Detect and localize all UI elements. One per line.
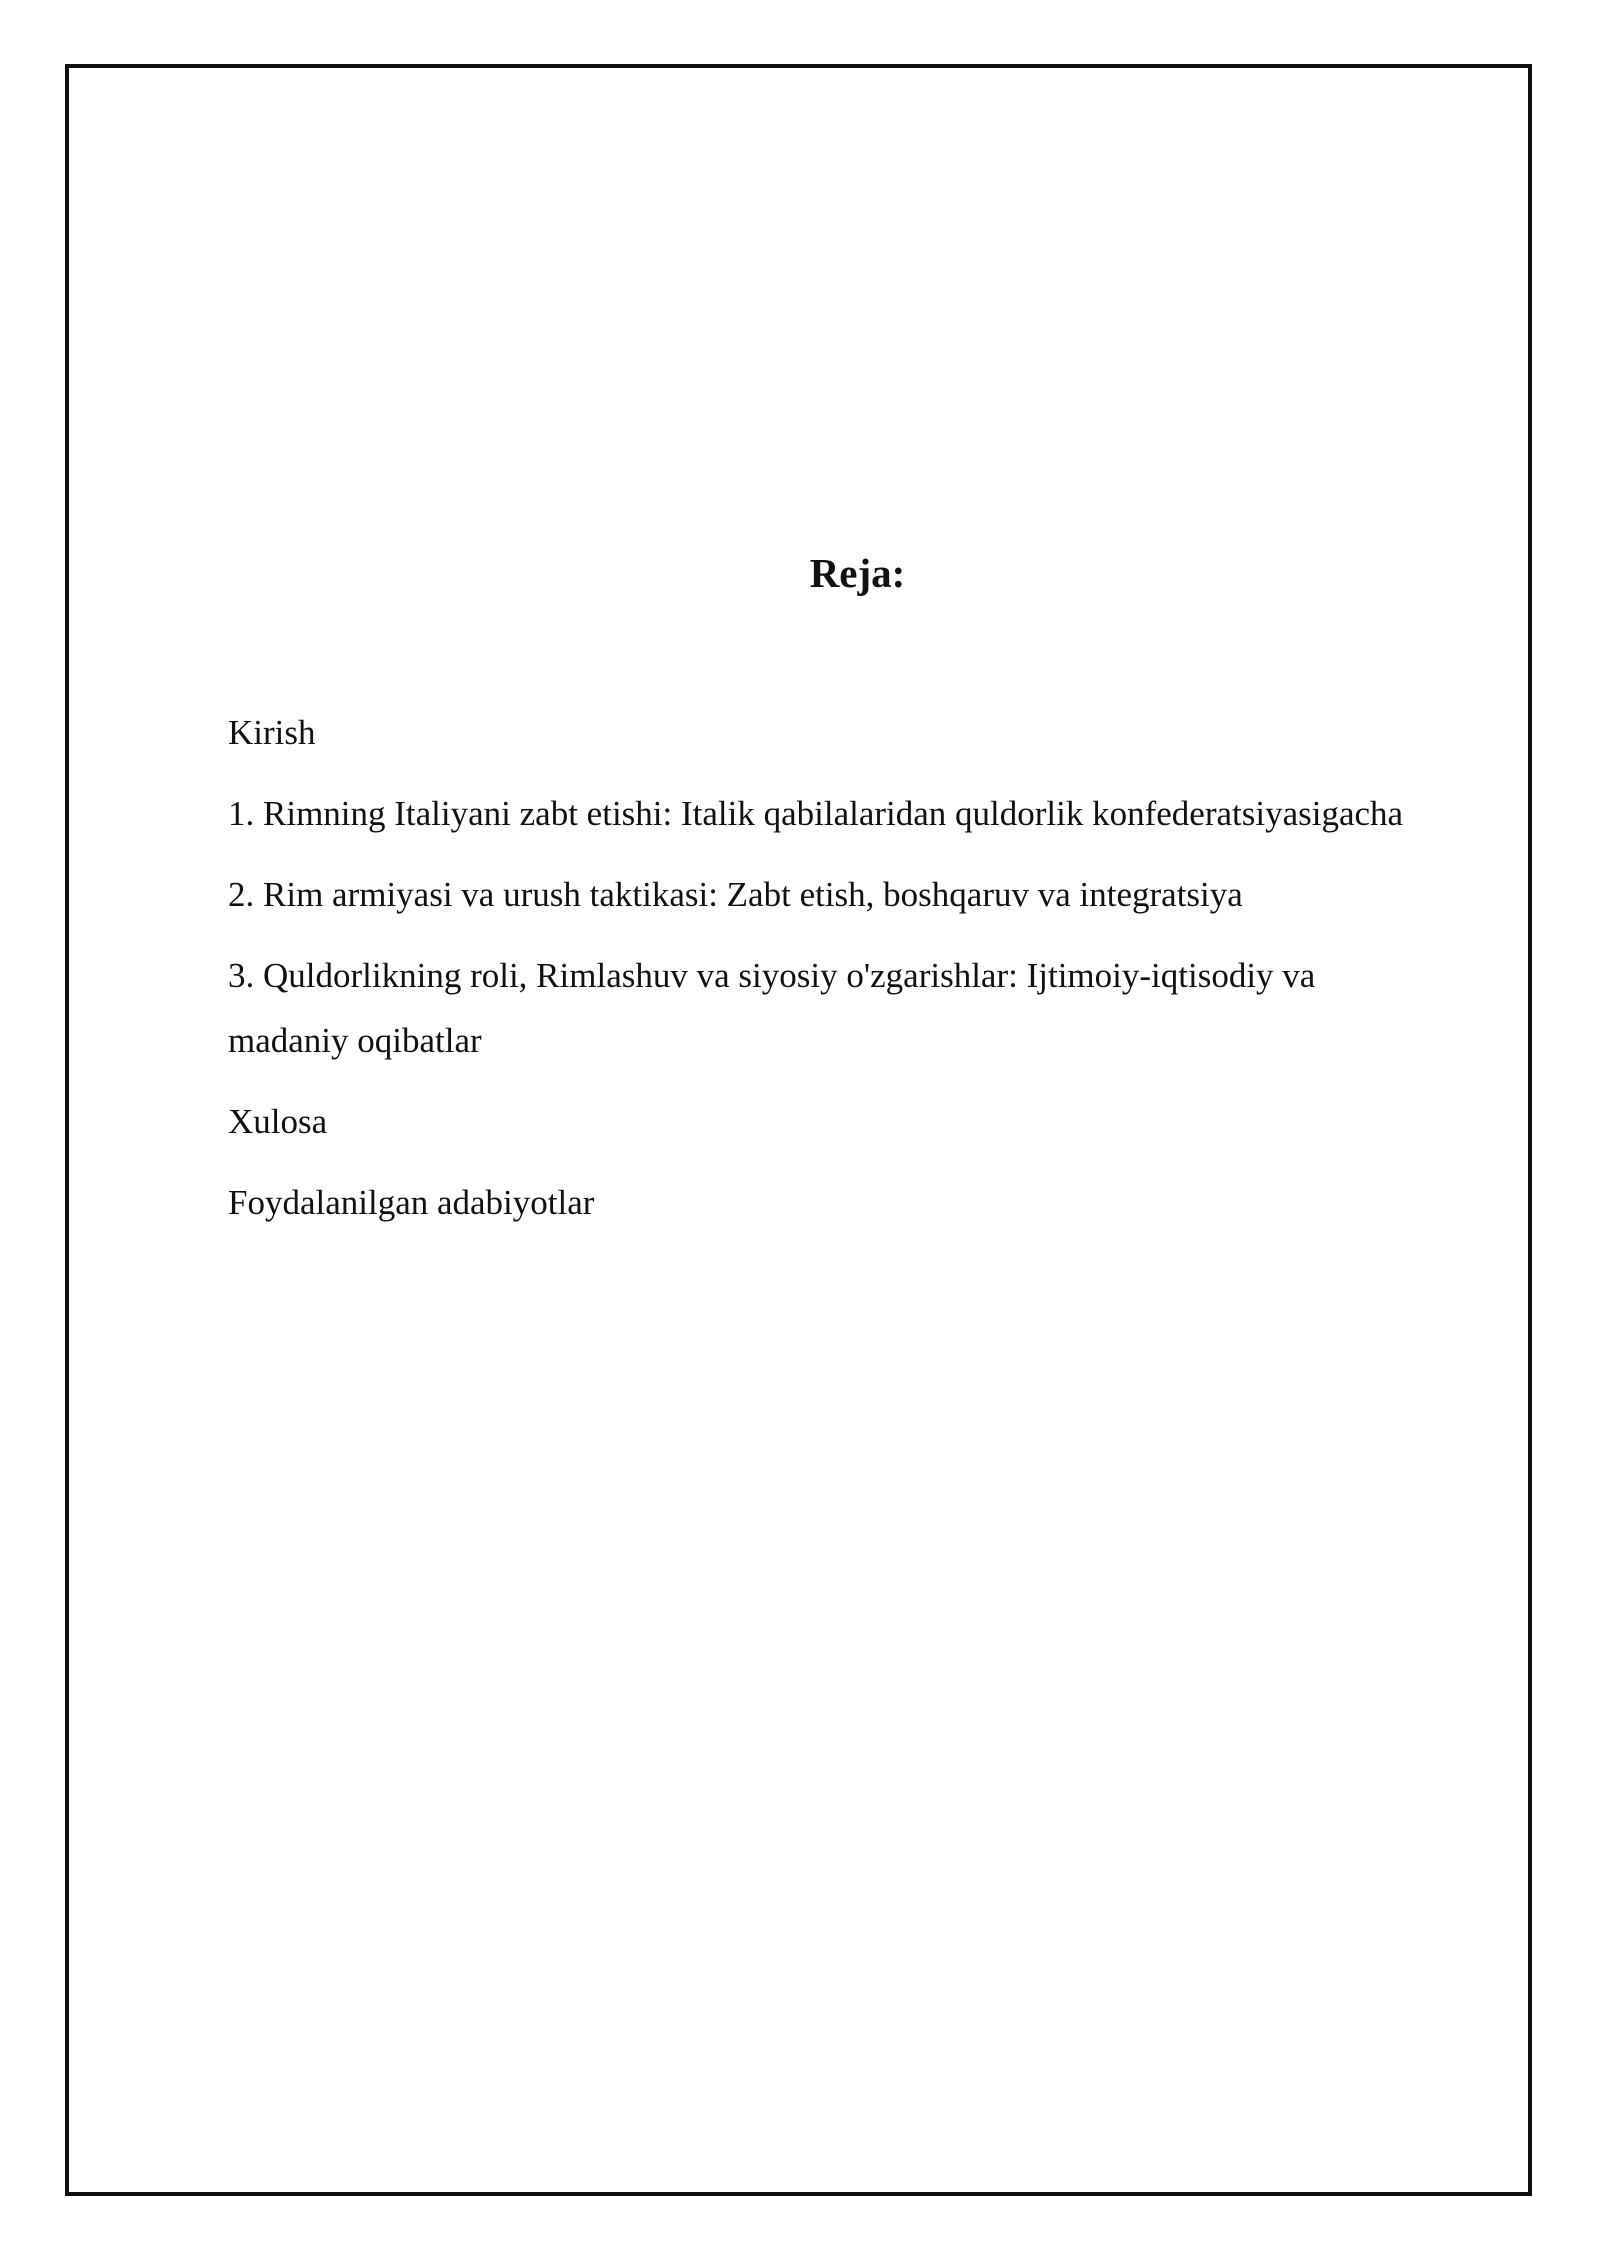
plan-item-2: 2. Rim armiyasi va urush taktikasi: Zabt etish, boshqaruv va integratsiya [228, 875, 1243, 914]
plan-item-1: 1. Rimning Italiyani zabt etishi: Italik qabilalaridan quldorlik konfederatsiyasigacha [228, 794, 1404, 833]
plan-item-references: Foydalanilgan adabiyotlar [228, 1183, 595, 1222]
plan-list [228, 700, 1428, 1251]
plan-item-introduction: Kirish [228, 713, 316, 752]
plan-item-conclusion: Xulosa [228, 1102, 328, 1141]
page-title: Reja: [809, 550, 906, 596]
plan-item-3: 3. Quldorlikning roli, Rimlashuv va siyosiy o'zgarishlar: Ijtimoiy-iqtisodiy va madaniy oqibatlar [228, 956, 1316, 1060]
